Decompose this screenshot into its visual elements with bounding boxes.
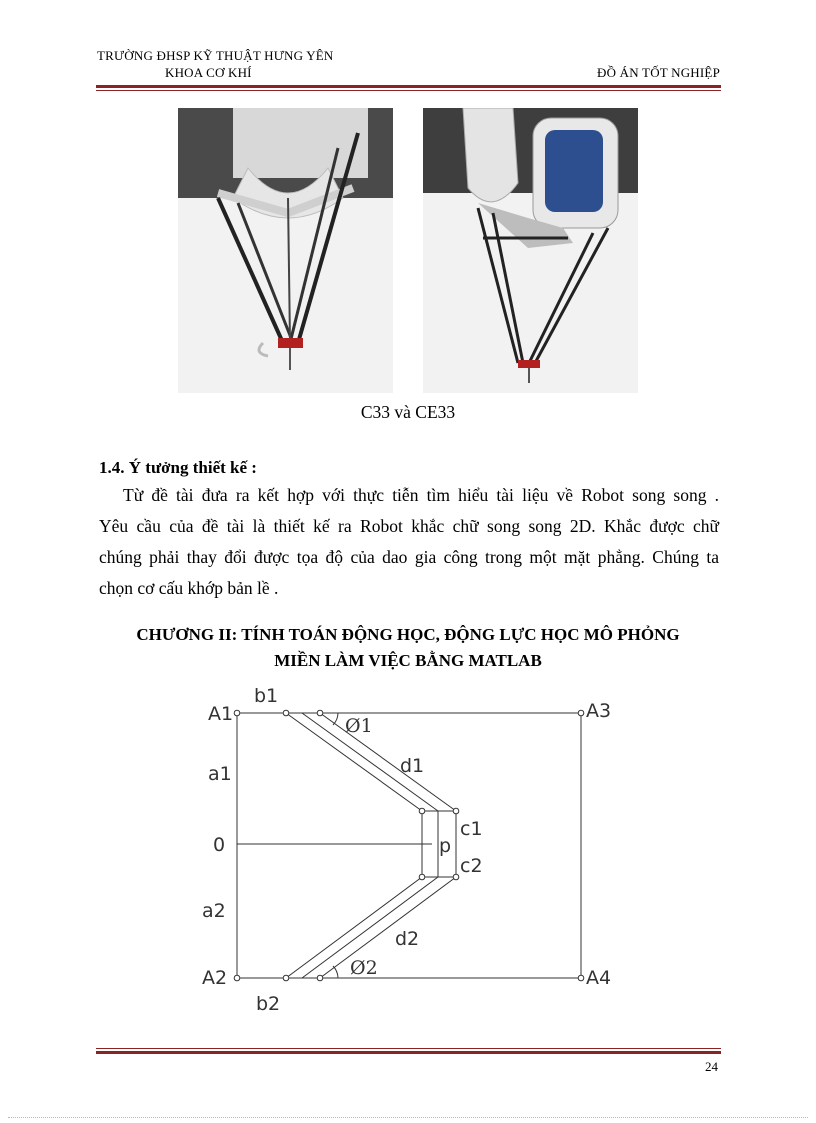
header-school: TRƯỜNG ĐHSP KỸ THUẬT HƯNG YÊN bbox=[97, 48, 334, 63]
label-c2: c2 bbox=[460, 855, 483, 877]
label-b1: b1 bbox=[254, 685, 279, 707]
label-a2-point: A2 bbox=[202, 967, 228, 989]
chapter-title bbox=[0, 622, 816, 674]
label-d1: d1 bbox=[400, 755, 425, 777]
header-faculty: KHOA CƠ KHÍ bbox=[165, 65, 252, 80]
robot-photo-c33 bbox=[178, 108, 393, 393]
footer-rule-thin bbox=[96, 1048, 721, 1049]
label-origin: 0 bbox=[213, 834, 226, 856]
section-paragraph bbox=[99, 480, 719, 604]
header-doc-type: ĐỒ ÁN TỐT NGHIỆP bbox=[597, 65, 720, 80]
chapter-title-line1: CHƯƠNG II: TÍNH TOÁN ĐỘNG HỌC, ĐỘNG LỰC HỌC MÔ PHỎNG bbox=[136, 625, 680, 644]
label-a4: A4 bbox=[586, 967, 612, 989]
label-p: p bbox=[439, 835, 452, 857]
label-a2: a2 bbox=[202, 900, 226, 922]
label-phi2: Ø2 bbox=[350, 957, 378, 979]
label-b2: b2 bbox=[256, 993, 281, 1015]
page-bottom-border bbox=[8, 1117, 808, 1118]
label-phi1: Ø1 bbox=[345, 715, 373, 737]
header-rule-thick bbox=[96, 85, 721, 88]
chapter-title-line2: MIỀN LÀM VIỆC BẰNG MATLAB bbox=[274, 651, 542, 670]
label-c1: c1 bbox=[460, 818, 483, 840]
footer-rule-thick bbox=[96, 1051, 721, 1054]
section-heading: 1.4. Ý tưởng thiết kế : bbox=[99, 458, 257, 477]
robot-photo-ce33 bbox=[423, 108, 638, 393]
paragraph-line: Yêu cầu của đề tài là thiết kế ra Robot khắc chữ song song 2D. Khắc được chữ bbox=[99, 516, 719, 536]
figure-caption: C33 và CE33 bbox=[360, 402, 456, 422]
paragraph-line: Từ đề tài đưa ra kết hợp với thực tiễn tìm hiểu tài liệu về Robot song song . bbox=[123, 485, 719, 505]
label-a1-point: A1 bbox=[208, 703, 234, 725]
header-rule-thin bbox=[96, 90, 721, 91]
page-number: 24 bbox=[705, 1059, 718, 1074]
mechanism-diagram bbox=[190, 680, 640, 1020]
label-d2: d2 bbox=[395, 928, 420, 950]
label-a3: A3 bbox=[586, 700, 612, 722]
label-a1: a1 bbox=[208, 763, 232, 785]
paragraph-line: chúng phải thay đổi được tọa độ của dao gia công trong một mặt phẳng. Chúng ta bbox=[99, 547, 719, 567]
paragraph-line: chọn cơ cấu khớp bản lề . bbox=[99, 578, 279, 598]
